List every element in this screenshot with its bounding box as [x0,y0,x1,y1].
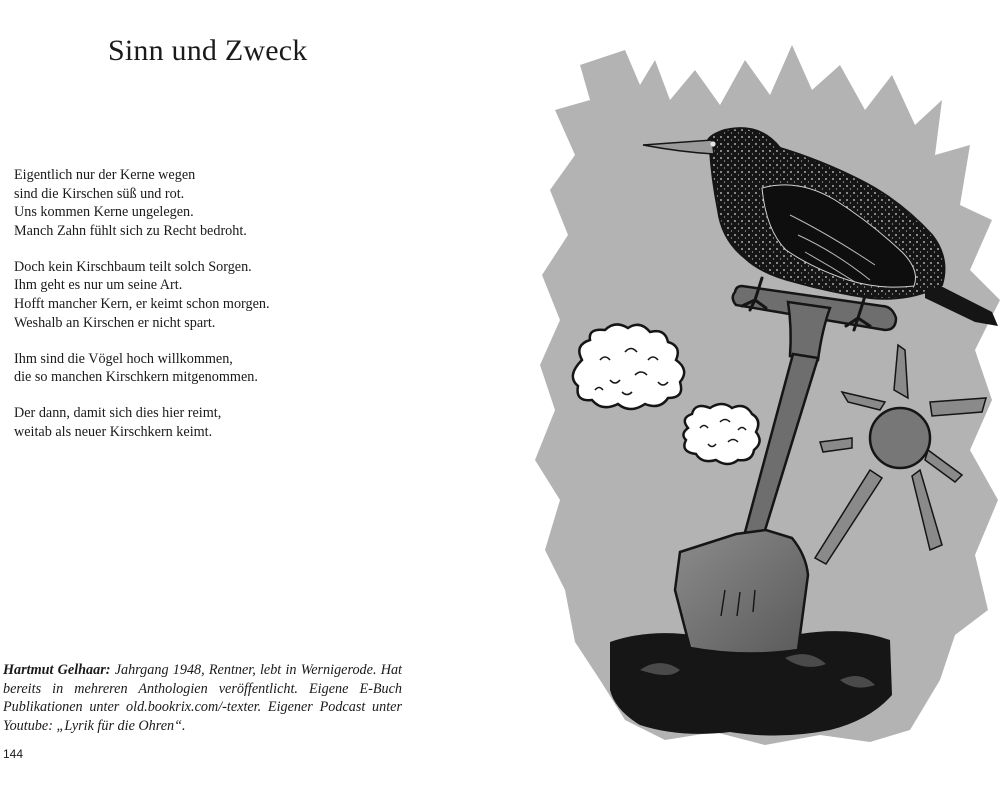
poem-body [14,166,484,459]
cloud-small [683,404,759,464]
poem-title: Sinn und Zweck [108,34,308,67]
verse-line: Ihm sind die Vögel hoch willkommen, [14,350,233,367]
author-bio [3,661,402,735]
verse-line: Hofft mancher Kern, er keimt schon morgen. [14,296,270,313]
spade-blade [675,530,808,654]
author-bio-text: Jahrgang 1948, Rentner, lebt in Wernigerode. Hat bereits in mehreren Anthologien veröffentlicht. Eigene E-Buch Publikationen unter old.bookrix.com/-texter. Eigener Podcast unter Youtube: „Lyrik für die Ohren“. [3,662,402,734]
bird-eye [710,141,715,146]
stanza [14,258,484,332]
stanza [14,404,484,441]
stanza [14,166,484,240]
verse-line: die so manchen Kirschkern mitgenommen. [14,369,258,386]
author-name: Hartmut Gelhaar: [3,662,111,678]
verse-line: weitab als neuer Kirschkern keimt. [14,424,213,441]
cloud-large [573,324,684,409]
page-number: 144 [3,747,24,761]
verse-line: sind die Kirschen süß und rot. [14,185,185,202]
verse-line: Uns kommen Kerne ungelegen. [14,204,194,221]
verse-line: Ihm geht es nur um seine Art. [14,277,183,294]
sun-disc [870,408,930,468]
stanza [14,350,484,387]
verse-line: Doch kein Kirschbaum teilt solch Sorgen. [14,258,252,275]
verse-line: Manch Zahn fühlt sich zu Recht bedroht. [14,222,247,239]
illustration [530,30,1000,760]
verse-line: Der dann, damit sich dies hier reimt, [14,405,222,422]
verse-line: Eigentlich nur der Kerne wegen [14,167,196,183]
verse-line: Weshalb an Kirschen er nicht spart. [14,314,216,331]
